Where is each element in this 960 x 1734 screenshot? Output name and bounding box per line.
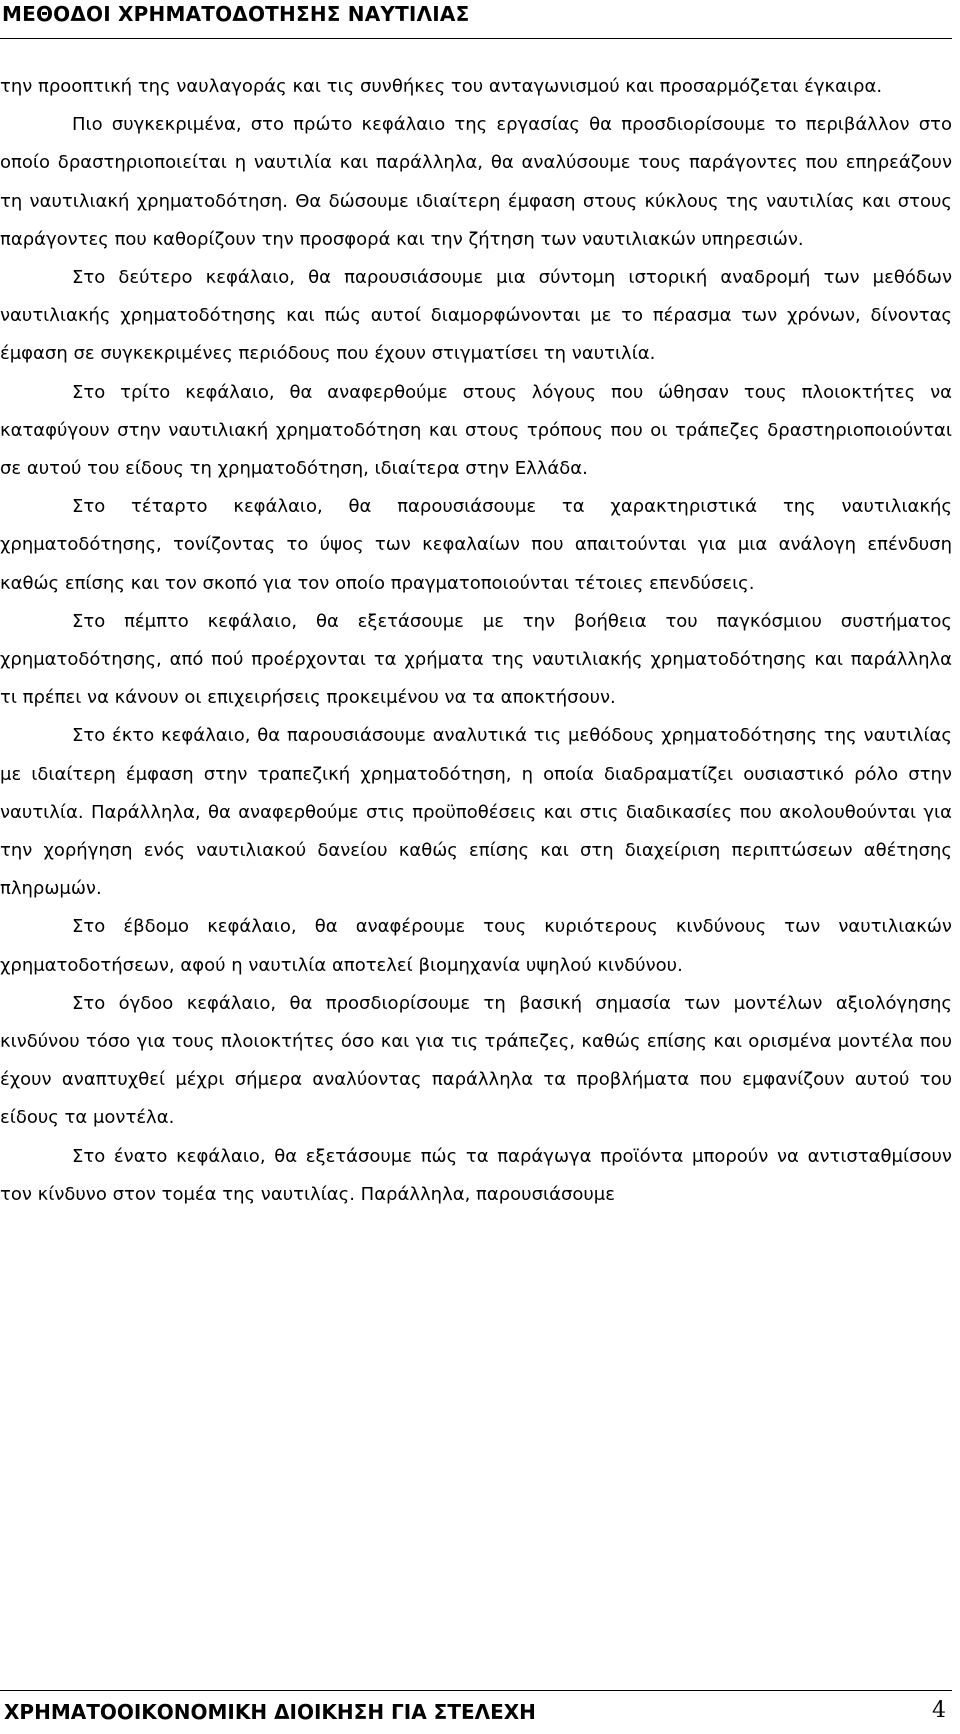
paragraph-chapter-1: Πιο συγκεκριμένα, στο πρώτο κεφάλαιο της εργασίας θα προσδιορίσουμε το περιβάλλον στο οποίο δραστηριοποιείται η ναυτιλία και παράλληλα, θα αναλύσουμε τους παράγοντες που επηρεάζουν τη ναυτιλιακή χρηματοδότηση. Θα δώσουμε ιδιαίτερη έμφαση στους κύκλους της ναυτιλίας και στους παράγοντες που καθορίζουν την προσφορά και την ζήτηση των ναυτιλιακών υπηρεσιών. — [0, 114, 952, 250]
paragraph-continuation: την προοπτική της ναυλαγοράς και τις συνθήκες του ανταγωνισμού και προσαρμόζεται έγκαιρα. — [0, 76, 883, 97]
paragraph-chapter-9: Στο ένατο κεφάλαιο, θα εξετάσουμε πώς τα παράγωγα προϊόντα μπορούν να αντισταθμίσουν τον κίνδυνο στον τομέα της ναυτιλίας. Παράλληλα, παρουσιάσουμε — [0, 1145, 952, 1205]
paragraph-chapter-3: Στο τρίτο κεφάλαιο, θα αναφερθούμε στους λόγους που ώθησαν τους πλοιοκτήτες να καταφύγουν στην ναυτιλιακή χρηματοδότηση και στους τρόπους που οι τράπεζες δραστηριοποιούνται σε αυτού του είδους τη χρηματοδότηση, ιδιαίτερα στην Ελλάδα. — [0, 381, 952, 480]
header-rule — [0, 38, 952, 39]
paragraph-chapter-6: Στο έκτο κεφάλαιο, θα παρουσιάσουμε αναλυτικά τις μεθόδους χρηματοδότησης της ναυτιλίας με ιδιαίτερη έμφαση στην τραπεζική χρηματοδότηση, η οποία διαδραματίζει ουσιαστικό ρόλο στην ναυτιλία. Παράλληλα, θα αναφερθούμε στις προϋποθέσεις και στις διαδικασίες που ακολουθούνται για την χορήγηση ενός ναυτιλιακού δανείου καθώς επίσης και στη διαχείριση περιπτώσεων αθέτησης πληρωμών. — [0, 725, 952, 900]
page-header — [0, 0, 960, 52]
footer-rule — [0, 1690, 952, 1691]
paragraph-chapter-2: Στο δεύτερο κεφάλαιο, θα παρουσιάσουμε μια σύντομη ιστορική αναδρομή των μεθόδων ναυτιλιακής χρηματοδότησης και πώς αυτοί διαμορφώνονται με το πέρασμα των χρόνων, δίνοντας έμφαση σε συγκεκριμένες περιόδους που έχουν στιγματίσει τη ναυτιλία. — [0, 267, 952, 365]
paragraph-chapter-5: Στο πέμπτο κεφάλαιο, θα εξετάσουμε με την βοήθεια του παγκόσμιου συστήματος χρηματοδότησης, από πού προέρχονται τα χρήματα της ναυτιλιακής χρηματοδότησης και παράλληλα τι πρέπει να κάνουν οι επιχειρήσεις προκειμένου να τα αποκτήσουν. — [0, 610, 952, 709]
footer-title: ΧΡΗΜΑΤΟΟΙΚΟΝΟΜΙΚΗ ΔΙΟΙΚΗΣΗ ΓΙΑ ΣΤΕΛΕΧΗ — [4, 1700, 536, 1724]
page-number: 4 — [932, 1698, 946, 1723]
page-footer — [0, 1690, 960, 1734]
paragraph-chapter-4: Στο τέταρτο κεφάλαιο, θα παρουσιάσουμε τα χαρακτηριστικά της ναυτιλιακής χρηματοδότησης, τονίζοντας το ύψος των κεφαλαίων που απαιτούνται για μια ανάλογη επένδυση καθώς επίσης και τον σκοπό για τον οποίο πραγματοποιούνται τέτοιες επενδύσεις. — [0, 496, 952, 594]
paragraph-chapter-8: Στο όγδοο κεφάλαιο, θα προσδιορίσουμε τη βασική σημασία των μοντέλων αξιολόγησης κινδύνου τόσο για τους πλοιοκτήτες όσο και για τις τράπεζες, καθώς επίσης και ορισμένα μοντέλα που έχουν αναπτυχθεί μέχρι σήμερα αναλύοντας παράλληλα τα προβλήματα που εμφανίζουν αυτού του είδους τα μοντέλα. — [0, 992, 952, 1129]
paragraph-chapter-7: Στο έβδομο κεφάλαιο, θα αναφέρουμε τους κυριότερους κινδύνους των ναυτιλιακών χρηματοδοτήσεων, αφού η ναυτιλία αποτελεί βιομηχανία υψηλού κινδύνου. — [0, 916, 952, 976]
header-title: ΜΕΘΟΔΟΙ ΧΡΗΜΑΤΟΔΟΤΗΣΗΣ ΝΑΥΤΙΛΙΑΣ — [2, 2, 470, 26]
document-body — [0, 68, 952, 1214]
